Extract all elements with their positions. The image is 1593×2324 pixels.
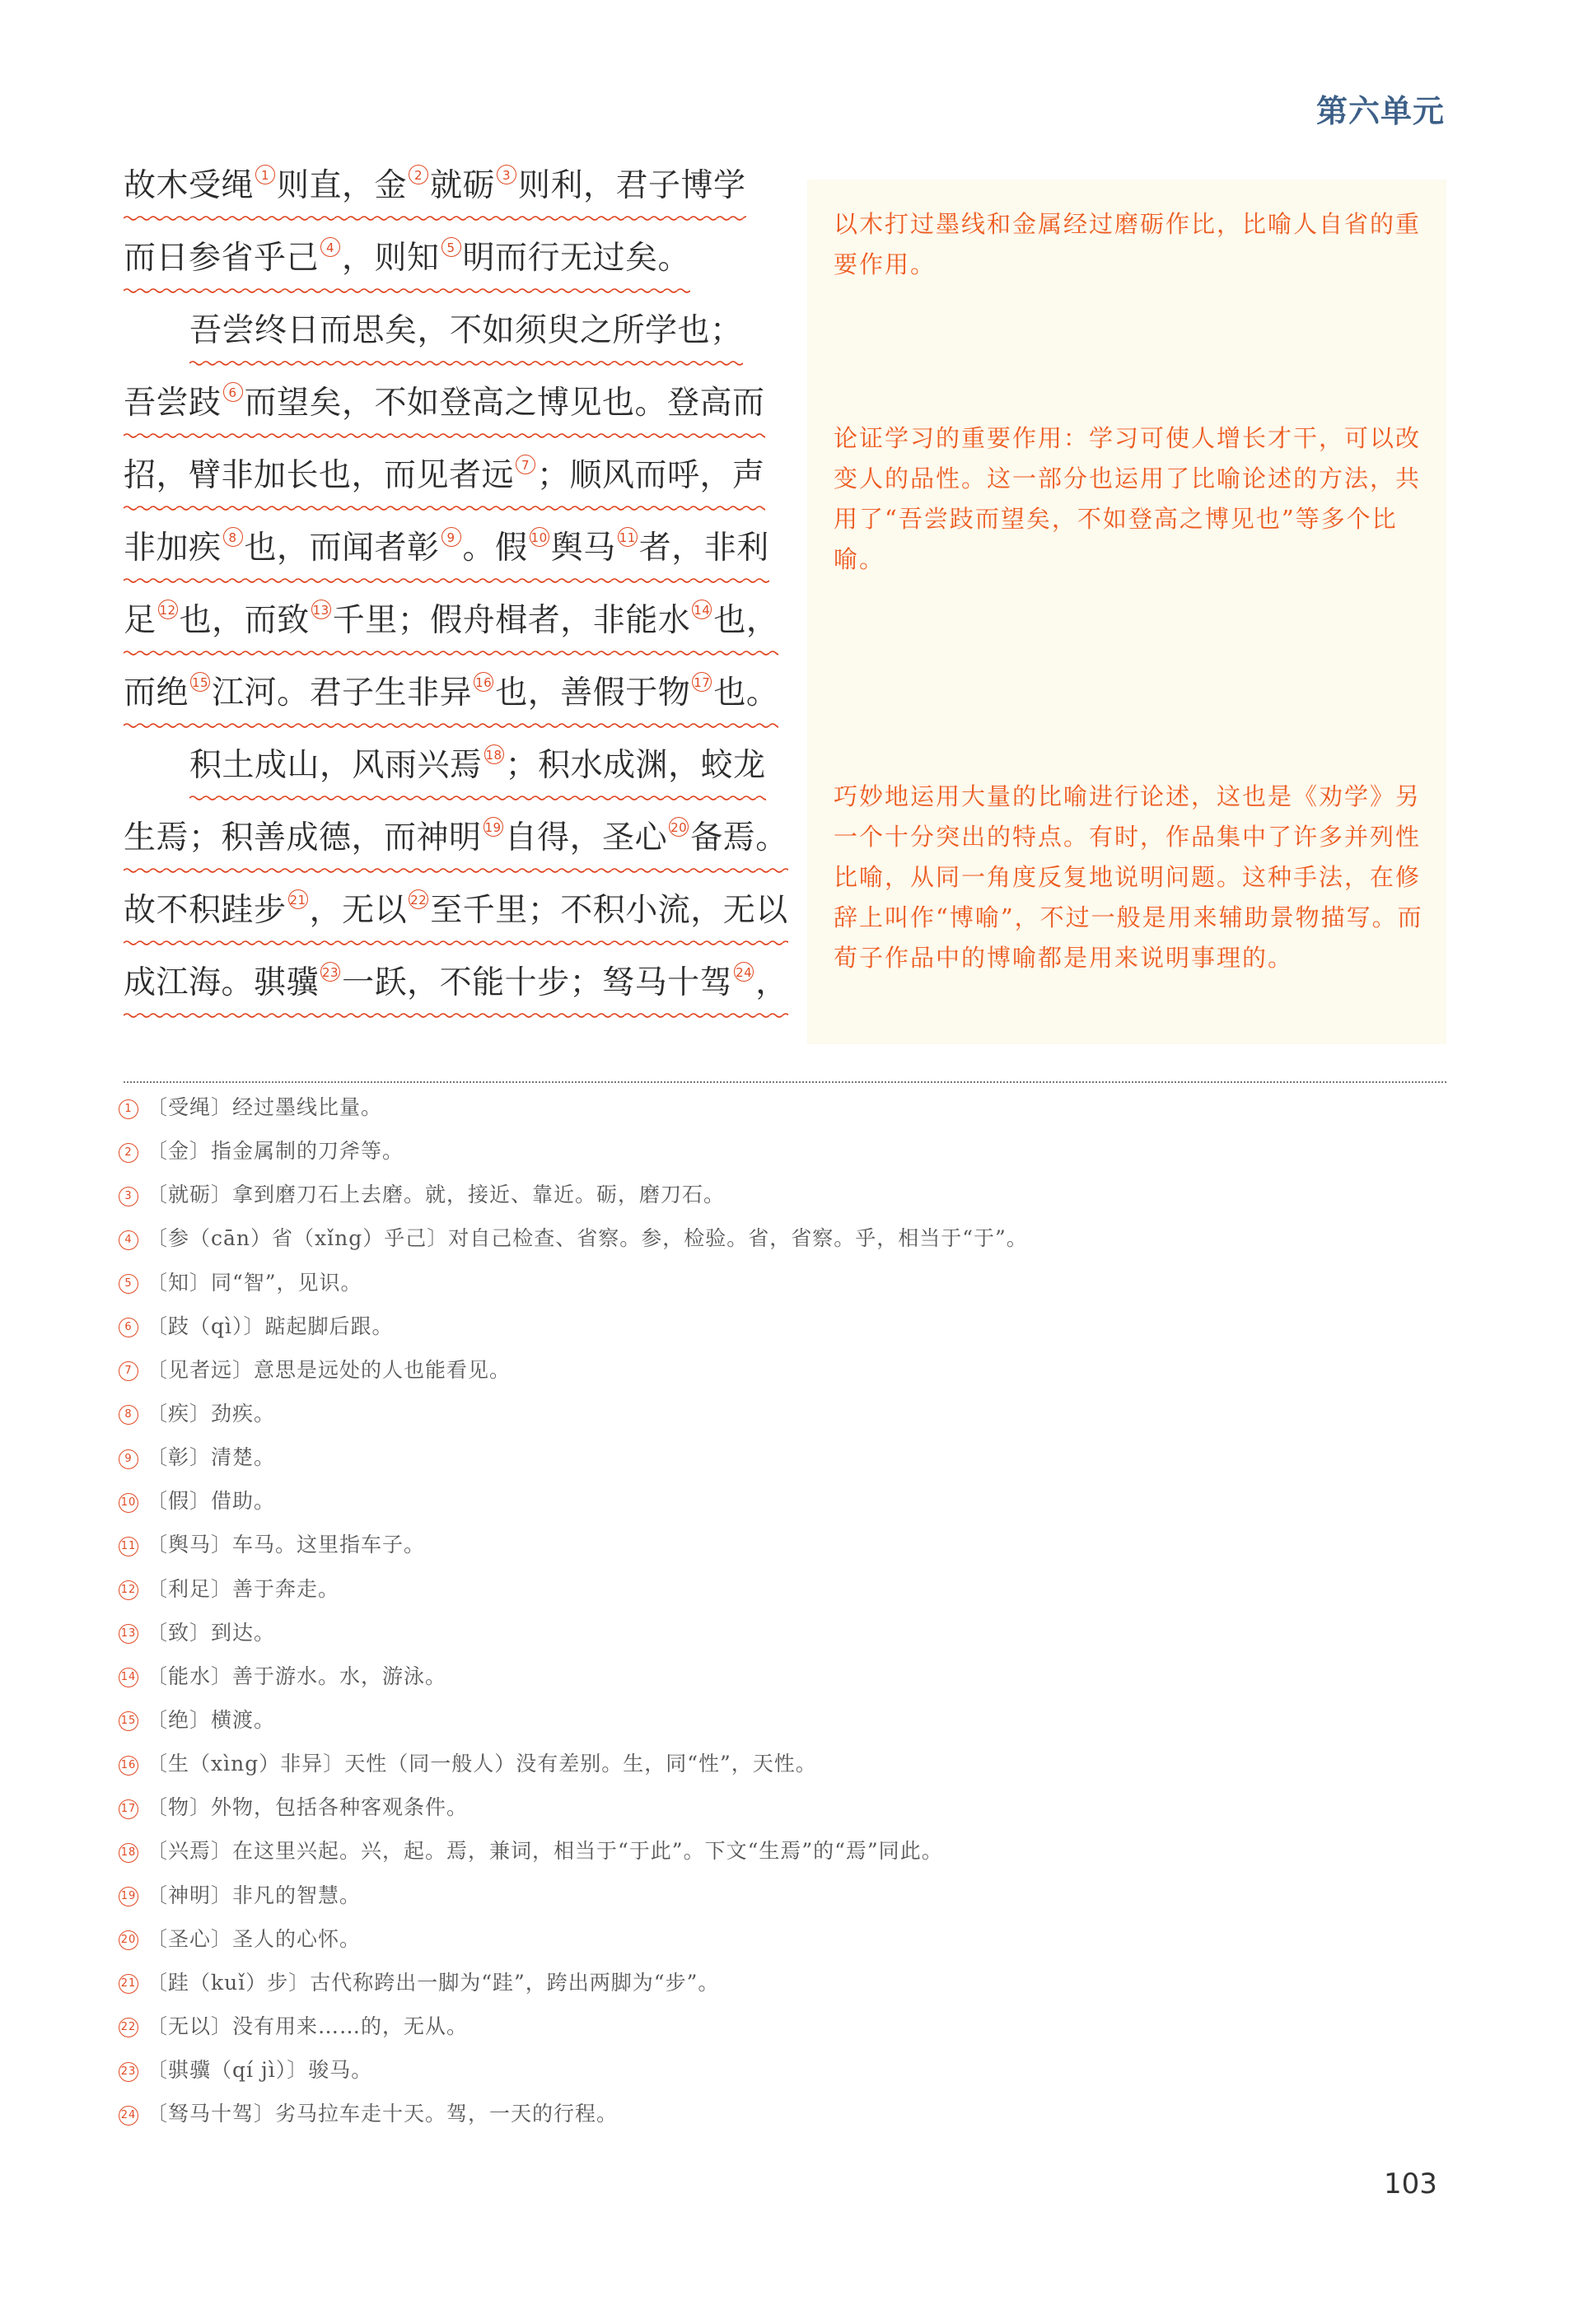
text-segment: 成江海。骐骥 [124, 964, 320, 1001]
text-segment: 吾尝跂 [124, 385, 222, 422]
text-line [124, 161, 799, 234]
footnote-number: 15 [119, 1711, 138, 1731]
text-line-content [124, 886, 788, 936]
footnote-item [119, 1874, 1437, 1917]
footnote-text: 〔驽马十驾〕劣马拉车走十天。驾，一天的行程。 [147, 2102, 619, 2126]
footnote-number: 10 [119, 1493, 138, 1513]
footnote-marker[interactable]: 7 [516, 455, 535, 474]
text-segment: 足 [124, 602, 156, 639]
text-line [124, 741, 799, 814]
footnote-text: 〔跂（qì）〕踮起脚后跟。 [147, 1314, 394, 1338]
footnote-list [119, 1085, 1437, 2135]
footnote-item [119, 1961, 1437, 2004]
text-segment: 则利，君子博学 [518, 167, 746, 204]
footnote-marker[interactable]: 10 [530, 527, 549, 547]
footnote-number: 14 [119, 1668, 138, 1687]
text-segment: 自得，圣心 [504, 819, 668, 856]
text-line-content [124, 161, 746, 211]
footnote-item [119, 2048, 1437, 2092]
text-line-content [124, 524, 769, 573]
footnote-marker[interactable]: 11 [618, 527, 638, 547]
footnote-text: 〔骐骥（qí jì）〕骏马。 [147, 2058, 373, 2083]
text-segment: ， [755, 964, 788, 1001]
footnote-text: 〔假〕借助。 [147, 1489, 276, 1514]
footnote-number: 16 [119, 1756, 138, 1776]
text-line [124, 596, 799, 669]
text-segment: ，无以 [309, 892, 408, 929]
text-segment: 故不积跬步 [124, 892, 287, 929]
text-segment: 积土成山，风雨兴焉 [189, 747, 483, 784]
footnote-marker[interactable]: 18 [484, 744, 504, 764]
text-line-content [189, 306, 743, 356]
text-segment: 招，臂非加长也，而见者远 [124, 457, 515, 494]
text-segment: 一跃，不能十步；驽马十驾 [342, 964, 733, 1001]
footnote-marker[interactable]: 12 [158, 600, 178, 619]
footnote-item [119, 2004, 1437, 2048]
footnote-text: 〔跬（kuǐ）步〕古代称跨出一脚为“跬”，跨出两脚为“步”。 [147, 1970, 720, 1995]
text-line-content [124, 451, 765, 501]
footnote-item [119, 1261, 1437, 1304]
footnote-text: 〔绝〕横渡。 [147, 1707, 276, 1732]
text-line [124, 379, 799, 451]
text-segment: ；顺风而呼，声 [537, 457, 765, 494]
footnote-text: 〔圣心〕圣人的心怀。 [147, 1926, 362, 1951]
text-line [124, 524, 799, 596]
footnote-item [119, 2092, 1437, 2135]
text-line-content [124, 379, 765, 428]
footnote-marker[interactable]: 1 [255, 165, 275, 184]
footnote-number: 3 [119, 1187, 138, 1206]
footnote-text: 〔金〕指金属制的刀斧等。 [147, 1139, 404, 1164]
text-segment: 明而行无过矣。 [462, 240, 691, 277]
footnote-marker[interactable]: 22 [409, 889, 428, 909]
margin-note-2: 论证学习的重要作用：学习可使人增长才干，可以改变人的品性。这一部分也运用了比喻论述的方法，共用了“吾尝跂而望矣，不如登高之博见也”等多个比喻。 [834, 424, 1422, 573]
footnote-item [119, 1654, 1437, 1698]
footnote-text: 〔知〕同“智”，见识。 [147, 1270, 362, 1295]
footnote-number: 1 [119, 1099, 138, 1119]
footnote-item [119, 1785, 1437, 1829]
text-segment: 故木受绳 [124, 167, 255, 204]
footnote-text: 〔兴焉〕在这里兴起。兴，起。焉，兼词，相当于“于此”。下文“生焉”的“焉”同此。 [147, 1839, 943, 1864]
footnote-item [119, 1085, 1437, 1129]
footnote-number: 6 [119, 1318, 138, 1337]
footnote-text: 〔无以〕没有用来……的，无从。 [147, 2014, 469, 2038]
footnote-item [119, 1523, 1437, 1566]
footnote-number: 13 [119, 1624, 138, 1644]
footnote-text: 〔物〕外物，包括各种客观条件。 [147, 1795, 469, 1820]
footnote-marker[interactable]: 9 [441, 527, 461, 547]
footnote-number: 4 [119, 1230, 138, 1250]
text-line [124, 886, 799, 959]
text-segment: 非加疾 [124, 530, 222, 567]
footnote-item [119, 1435, 1437, 1479]
main-text [124, 161, 799, 1031]
footnote-text: 〔见者远〕意思是远处的人也能看见。 [147, 1357, 512, 1382]
footnote-text: 〔受绳〕经过墨线比量。 [147, 1095, 383, 1119]
text-segment: 生焉；积善成德，而神明 [124, 819, 482, 856]
text-line [124, 234, 799, 306]
footnote-text: 〔利足〕善于奔走。 [147, 1576, 340, 1601]
footnote-text: 〔就砺〕拿到磨刀石上去磨。就，接近、靠近。砺，磨刀石。 [147, 1183, 726, 1207]
footnote-item [119, 1567, 1437, 1611]
text-segment: 舆马 [550, 530, 616, 567]
footnote-number: 11 [119, 1537, 138, 1556]
footnote-marker[interactable]: 15 [190, 672, 210, 692]
footnote-number: 12 [119, 1580, 138, 1600]
footnote-marker[interactable]: 4 [320, 237, 340, 257]
footnote-item [119, 1304, 1437, 1348]
text-line-content [124, 596, 778, 646]
text-segment: 也， [713, 602, 779, 639]
text-segment: 也，而闻者彰 [244, 530, 440, 567]
footnote-marker[interactable]: 5 [441, 237, 461, 257]
text-segment: 吾尝终日而思矣，不如须臾之所学也； [189, 312, 743, 349]
footnote-item [119, 1392, 1437, 1435]
footnote-item [119, 1129, 1437, 1173]
text-line [124, 669, 799, 741]
footnote-number: 20 [119, 1930, 138, 1950]
text-segment: 。假 [462, 530, 528, 567]
footnote-marker[interactable]: 8 [223, 527, 243, 547]
footnote-number: 23 [119, 2062, 138, 2082]
text-line-content [124, 234, 690, 283]
text-segment: 者，非利 [638, 530, 769, 567]
footnote-marker[interactable]: 16 [474, 672, 493, 692]
footnote-text: 〔致〕到达。 [147, 1620, 276, 1645]
footnote-marker[interactable]: 21 [288, 889, 308, 909]
text-line [124, 451, 799, 524]
text-line-content [124, 669, 778, 718]
text-segment: 则直，金 [277, 167, 408, 204]
text-line [124, 814, 799, 886]
footnote-number: 19 [119, 1887, 138, 1906]
footnote-item [119, 1917, 1437, 1961]
footnote-text: 〔生（xìng）非异〕天性（同一般人）没有差别。生，同“性”，天性。 [147, 1752, 817, 1776]
footnote-number: 5 [119, 1274, 138, 1294]
text-line [124, 306, 799, 379]
margin-note-panel [807, 180, 1446, 1044]
page-number: 103 [1384, 2168, 1437, 2200]
footnote-marker[interactable]: 6 [223, 382, 243, 402]
footnote-number: 2 [119, 1143, 138, 1163]
footnote-number: 17 [119, 1799, 138, 1819]
footnote-marker[interactable]: 2 [409, 165, 428, 184]
text-segment: ；积水成渊，蛟龙 [505, 747, 766, 784]
text-segment: 也，而致 [179, 602, 310, 639]
footnote-number: 22 [119, 2018, 138, 2037]
footnote-text: 〔神明〕非凡的智慧。 [147, 1883, 362, 1907]
footnote-item [119, 1698, 1437, 1742]
footnote-number: 8 [119, 1405, 138, 1425]
footnote-text: 〔参（cān）省（xǐng）乎己〕对自己检查、省察。参，检验。省，省察。乎，相当于“于”。 [147, 1226, 1028, 1251]
footnote-marker[interactable]: 17 [692, 672, 712, 692]
footnote-item [119, 1348, 1437, 1392]
footnote-number: 18 [119, 1843, 138, 1863]
text-segment: 就砺 [430, 167, 496, 204]
footnote-text: 〔彰〕清楚。 [147, 1445, 276, 1470]
unit-title: 第六单元 [1315, 93, 1445, 129]
text-segment: 而日参省乎己 [124, 240, 320, 277]
text-segment: 而绝 [124, 674, 189, 712]
footnote-marker[interactable]: 13 [311, 600, 331, 619]
footnote-marker[interactable]: 23 [320, 962, 340, 982]
footnote-text: 〔舆马〕车马。这里指车子。 [147, 1533, 426, 1557]
text-segment: 至千里；不积小流，无以 [430, 892, 788, 929]
footnote-number: 21 [119, 1974, 138, 1994]
text-line-content [124, 814, 788, 863]
text-segment: 千里；假舟楫者，非能水 [332, 602, 691, 639]
text-line-content [189, 741, 766, 791]
text-segment: 而望矣，不如登高之博见也。登高而 [244, 385, 765, 422]
footnote-item [119, 1742, 1437, 1785]
footnote-item [119, 1829, 1437, 1873]
footnote-item [119, 1216, 1437, 1260]
footnote-text: 〔疾〕劲疾。 [147, 1401, 276, 1426]
footnote-item [119, 1479, 1437, 1523]
footnote-number: 7 [119, 1361, 138, 1381]
text-line-content [124, 959, 788, 1008]
footnote-marker[interactable]: 24 [734, 962, 754, 982]
footnote-number: 9 [119, 1449, 138, 1469]
text-segment: 江河。君子生非异 [212, 674, 473, 712]
text-segment: ，则知 [342, 240, 440, 277]
footnote-item [119, 1173, 1437, 1216]
footnote-divider [124, 1081, 1446, 1083]
footnote-marker[interactable]: 3 [497, 165, 516, 184]
text-segment: 也。 [713, 674, 779, 712]
footnote-text: 〔能水〕善于游水。水，游泳。 [147, 1664, 447, 1688]
text-line [124, 959, 799, 1031]
footnote-item [119, 1611, 1437, 1654]
footnote-number: 24 [119, 2106, 138, 2126]
text-segment: 备焉。 [690, 819, 788, 856]
footnote-marker[interactable]: 20 [669, 817, 689, 837]
footnote-marker[interactable]: 19 [484, 817, 503, 837]
margin-note-1: 以木打过墨线和金属经过磨砺作比，比喻人自省的重要作用。 [834, 210, 1422, 278]
text-segment: 也，善假于物 [495, 674, 691, 712]
footnote-marker[interactable]: 14 [692, 600, 712, 619]
margin-note-3: 巧妙地运用大量的比喻进行论述，这也是《劝学》另一个十分突出的特点。有时，作品集中了许多并列性比喻，从同一角度反复地说明问题。这种手法，在修辞上叫作“博喻”，不过一般是用来辅助景物描写。而荀子作品中的博喻都是用来说明事理的。 [834, 782, 1423, 972]
